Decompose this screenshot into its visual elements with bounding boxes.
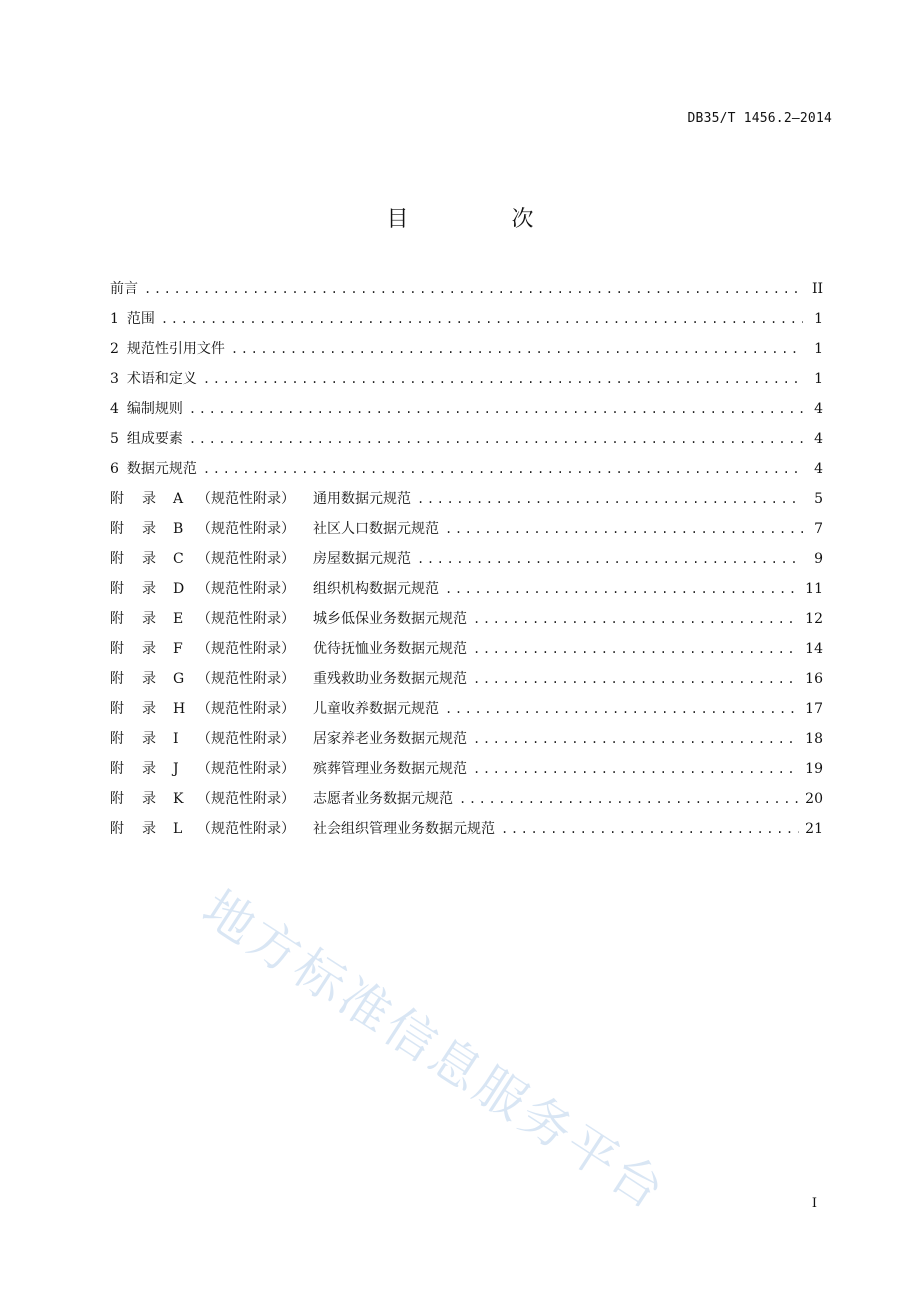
appendix-letter: J	[173, 761, 179, 777]
appendix-letter: E	[173, 611, 184, 627]
appendix-letter: F	[173, 641, 183, 657]
footer-page-number: I	[811, 1196, 817, 1211]
dot-leader	[501, 819, 799, 839]
appendix-type: （规范性附录）	[197, 731, 295, 747]
dot-leader	[445, 579, 799, 599]
toc-appendix-l[interactable]	[110, 819, 823, 849]
toc-entry-number: 1	[110, 311, 119, 327]
toc-appendix-f[interactable]	[110, 639, 823, 669]
toc-appendix-a[interactable]	[110, 489, 823, 519]
appendix-letter: I	[173, 731, 179, 747]
dot-leader	[203, 459, 803, 479]
appendix-letter: B	[173, 521, 184, 537]
dot-leader	[473, 609, 799, 629]
appendix-label: 附 录	[110, 491, 156, 507]
toc-entry-components[interactable]	[110, 429, 823, 459]
dot-leader	[459, 789, 799, 809]
appendix-page: 21	[805, 821, 823, 837]
appendix-type: （规范性附录）	[197, 791, 295, 807]
dot-leader	[473, 759, 799, 779]
appendix-label: 附 录	[110, 551, 156, 567]
toc-entry-page: II	[811, 281, 823, 297]
toc-entry-foreword[interactable]	[110, 279, 823, 309]
appendix-letter: A	[173, 491, 184, 507]
toc-entry-title: 术语和定义	[126, 371, 197, 387]
appendix-title: 房屋数据元规范	[313, 551, 411, 567]
dot-leader	[417, 549, 803, 569]
toc-appendix-c[interactable]	[110, 549, 823, 579]
toc-entry-page: 4	[814, 461, 823, 477]
appendix-type: （规范性附录）	[197, 821, 295, 837]
dot-leader	[473, 729, 799, 749]
toc-entry-title: 前言	[110, 281, 138, 297]
appendix-page: 17	[805, 701, 823, 717]
toc-entry-number: 3	[110, 371, 119, 387]
appendix-letter: L	[173, 821, 183, 837]
dot-leader	[189, 429, 803, 449]
appendix-label: 附 录	[110, 611, 156, 627]
toc-appendix-j[interactable]	[110, 759, 823, 789]
toc-entry-number: 5	[110, 431, 119, 447]
toc-entry-page: 1	[814, 341, 823, 357]
appendix-title: 通用数据元规范	[313, 491, 411, 507]
page-title: 目 次	[386, 207, 582, 232]
dot-leader	[417, 489, 803, 509]
appendix-page: 5	[814, 491, 823, 507]
toc-entry-page: 4	[814, 401, 823, 417]
appendix-label: 附 录	[110, 671, 156, 687]
dot-leader	[203, 369, 803, 389]
appendix-letter: D	[173, 581, 185, 597]
dot-leader	[189, 399, 803, 419]
appendix-label: 附 录	[110, 791, 156, 807]
appendix-type: （规范性附录）	[197, 671, 295, 687]
appendix-label: 附 录	[110, 521, 156, 537]
appendix-page: 20	[805, 791, 823, 807]
appendix-page: 14	[805, 641, 823, 657]
appendix-letter: C	[173, 551, 184, 567]
dot-leader	[473, 669, 799, 689]
toc-entry-number: 6	[110, 461, 119, 477]
appendix-title: 重残救助业务数据元规范	[313, 671, 467, 687]
appendix-type: （规范性附录）	[197, 521, 295, 537]
toc-entry-normative-references[interactable]	[110, 339, 823, 369]
appendix-label: 附 录	[110, 581, 156, 597]
toc-entry-number: 2	[110, 341, 119, 357]
appendix-page: 7	[814, 521, 823, 537]
dot-leader	[473, 639, 799, 659]
appendix-title: 儿童收养数据元规范	[313, 701, 439, 717]
appendix-page: 18	[805, 731, 823, 747]
appendix-label: 附 录	[110, 731, 156, 747]
appendix-type: （规范性附录）	[197, 581, 295, 597]
toc-entry-page: 4	[814, 431, 823, 447]
appendix-type: （规范性附录）	[197, 761, 295, 777]
appendix-letter: H	[173, 701, 186, 717]
toc-entry-data-element-spec[interactable]	[110, 459, 823, 489]
dot-leader	[445, 519, 803, 539]
appendix-letter: G	[173, 671, 185, 687]
appendix-label: 附 录	[110, 821, 156, 837]
appendix-page: 9	[814, 551, 823, 567]
toc-entry-compilation-rules[interactable]	[110, 399, 823, 429]
toc-entry-scope[interactable]	[110, 309, 823, 339]
appendix-title: 社区人口数据元规范	[313, 521, 439, 537]
appendix-type: （规范性附录）	[197, 701, 295, 717]
appendix-label: 附 录	[110, 701, 156, 717]
appendix-page: 16	[805, 671, 823, 687]
toc-entry-title: 规范性引用文件	[126, 341, 225, 357]
toc-entry-number: 4	[110, 401, 119, 417]
toc-appendix-g[interactable]	[110, 669, 823, 699]
appendix-title: 组织机构数据元规范	[313, 581, 439, 597]
toc-appendix-d[interactable]	[110, 579, 823, 609]
toc-entry-title: 编制规则	[126, 401, 183, 417]
toc-entry-title: 范围	[126, 311, 155, 327]
appendix-title: 志愿者业务数据元规范	[313, 791, 453, 807]
table-of-contents	[110, 279, 823, 849]
appendix-title: 城乡低保业务数据元规范	[313, 611, 467, 627]
dot-leader	[231, 339, 803, 359]
appendix-title: 居家养老业务数据元规范	[313, 731, 467, 747]
toc-entry-page: 1	[814, 371, 823, 387]
dot-leader	[161, 309, 803, 329]
appendix-type: （规范性附录）	[197, 491, 295, 507]
appendix-page: 11	[805, 581, 823, 597]
dot-leader	[144, 279, 803, 299]
appendix-page: 19	[805, 761, 823, 777]
toc-appendix-i[interactable]	[110, 729, 823, 759]
appendix-title: 殡葬管理业务数据元规范	[313, 761, 467, 777]
appendix-label: 附 录	[110, 641, 156, 657]
document-code: DB35/T 1456.2—2014	[687, 111, 832, 126]
appendix-type: （规范性附录）	[197, 551, 295, 567]
toc-appendix-k[interactable]	[110, 789, 823, 819]
toc-appendix-e[interactable]	[110, 609, 823, 639]
appendix-title: 社会组织管理业务数据元规范	[313, 821, 495, 837]
toc-appendix-b[interactable]	[110, 519, 823, 549]
appendix-type: （规范性附录）	[197, 641, 295, 657]
toc-entry-title: 组成要素	[126, 431, 183, 447]
watermark-text: 地方标准信息服务平台	[192, 879, 677, 1222]
appendix-page: 12	[805, 611, 823, 627]
toc-entry-title: 数据元规范	[126, 461, 197, 477]
appendix-letter: K	[173, 791, 184, 807]
appendix-label: 附 录	[110, 761, 156, 777]
appendix-title: 优待抚恤业务数据元规范	[313, 641, 467, 657]
dot-leader	[445, 699, 799, 719]
toc-entry-page: 1	[814, 311, 823, 327]
toc-entry-terms-definitions[interactable]	[110, 369, 823, 399]
toc-appendix-h[interactable]	[110, 699, 823, 729]
appendix-type: （规范性附录）	[197, 611, 295, 627]
